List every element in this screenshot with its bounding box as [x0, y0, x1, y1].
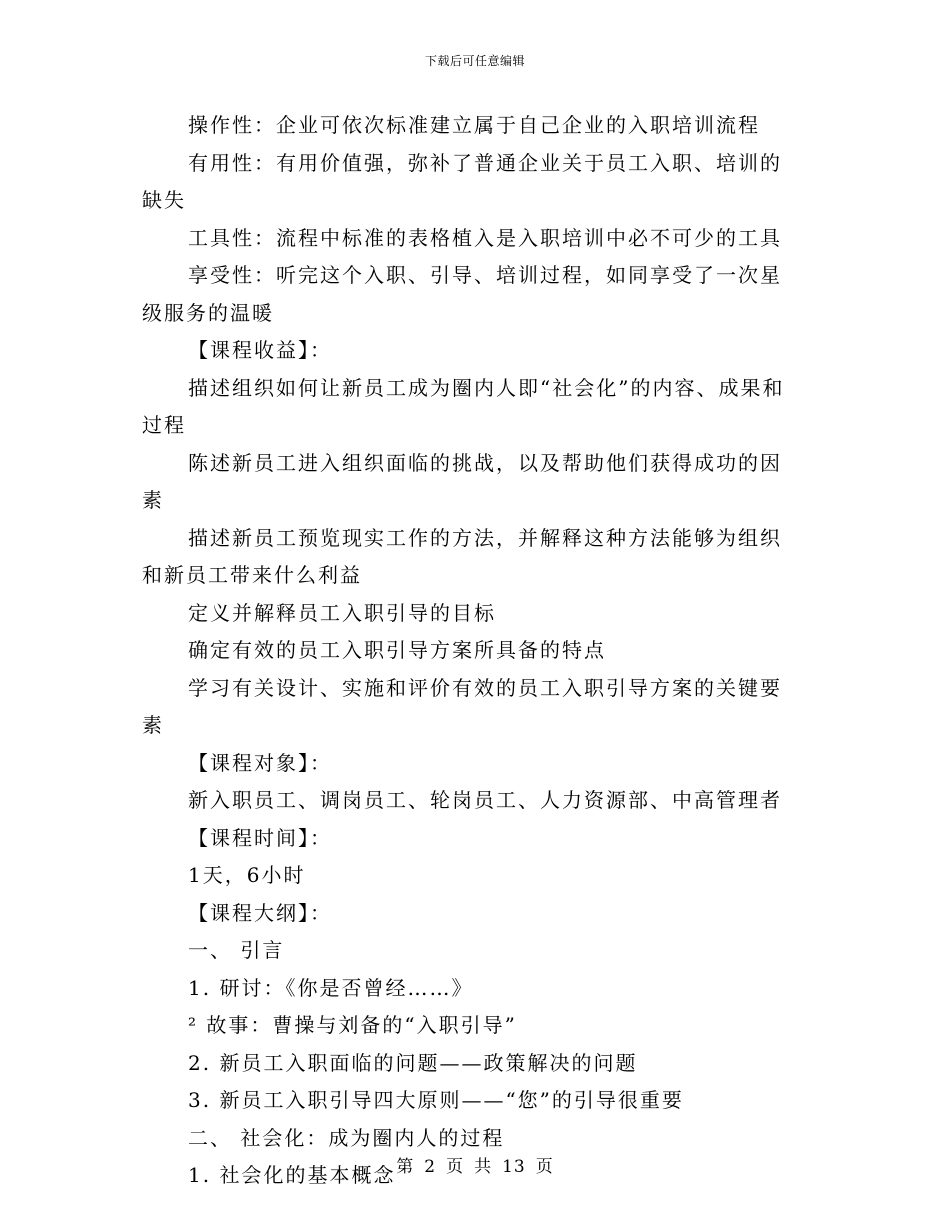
- outline-item: 二、 社会化：成为圈内人的过程: [188, 1125, 505, 1150]
- section-heading: 【课程对象】：: [188, 750, 332, 775]
- page-footer: [0, 1152, 950, 1177]
- paragraph: 陈述新员工进入组织面临的挑战，以及帮助他们获得成功的因素: [142, 450, 782, 512]
- footer-page-word: 页: [446, 1157, 465, 1177]
- paragraph: 学习有关设计、实施和评价有效的员工入职引导方案的关键要素: [142, 675, 782, 737]
- document-body: [142, 107, 802, 1195]
- outline-item: 一、 引言: [188, 938, 285, 962]
- outline-item: ² 故事：曹操与刘备的“入职引导”: [188, 1013, 517, 1037]
- page-header-note: 下载后可任意编辑: [424, 54, 525, 68]
- section-heading: 【课程大纲】：: [188, 900, 332, 925]
- paragraph: 有用性：有用价值强，弥补了普通企业关于员工入职、培训的缺失: [142, 150, 782, 212]
- paragraph: 描述组织如何让新员工成为圈内人即“社会化”的内容、成果和过程: [142, 375, 785, 437]
- paragraph: 工具性：流程中标准的表格植入是入职培训中必不可少的工具: [188, 225, 782, 250]
- outline-item: 3. 新员工入职引导四大原则——“您”的引导很重要: [188, 1088, 684, 1112]
- section-heading: 【课程收益】：: [188, 338, 332, 362]
- footer-total-suffix: 页: [535, 1157, 554, 1177]
- paragraph: 1天，6小时: [188, 863, 306, 887]
- footer-page-number: 2: [424, 1157, 437, 1177]
- footer-total-pages: 13: [502, 1157, 526, 1177]
- footer-page-prefix: 第: [396, 1157, 415, 1177]
- footer-total-prefix: 共: [474, 1157, 493, 1177]
- paragraph: 享受性：听完这个入职、引导、培训过程，如同享受了一次星级服务的温暖: [142, 263, 782, 325]
- paragraph: 定义并解释员工入职引导的目标: [188, 600, 496, 625]
- paragraph: 操作性：企业可依次标准建立属于自己企业的入职培训流程: [188, 113, 760, 137]
- paragraph: 新入职员工、调岗员工、轮岗员工、人力资源部、中高管理者: [188, 788, 782, 812]
- paragraph: 描述新员工预览现实工作的方法，并解释这种方法能够为组织和新员工带来什么利益: [142, 525, 782, 587]
- outline-item: 1. 社会化的基本概念: [188, 1163, 396, 1187]
- outline-item: 1. 研讨：《你是否曾经……》: [188, 975, 474, 1000]
- section-heading: 【课程时间】：: [188, 825, 332, 850]
- outline-item: 2. 新员工入职面临的问题——政策解决的问题: [188, 1050, 638, 1075]
- paragraph: 确定有效的员工入职引导方案所具备的特点: [188, 638, 606, 662]
